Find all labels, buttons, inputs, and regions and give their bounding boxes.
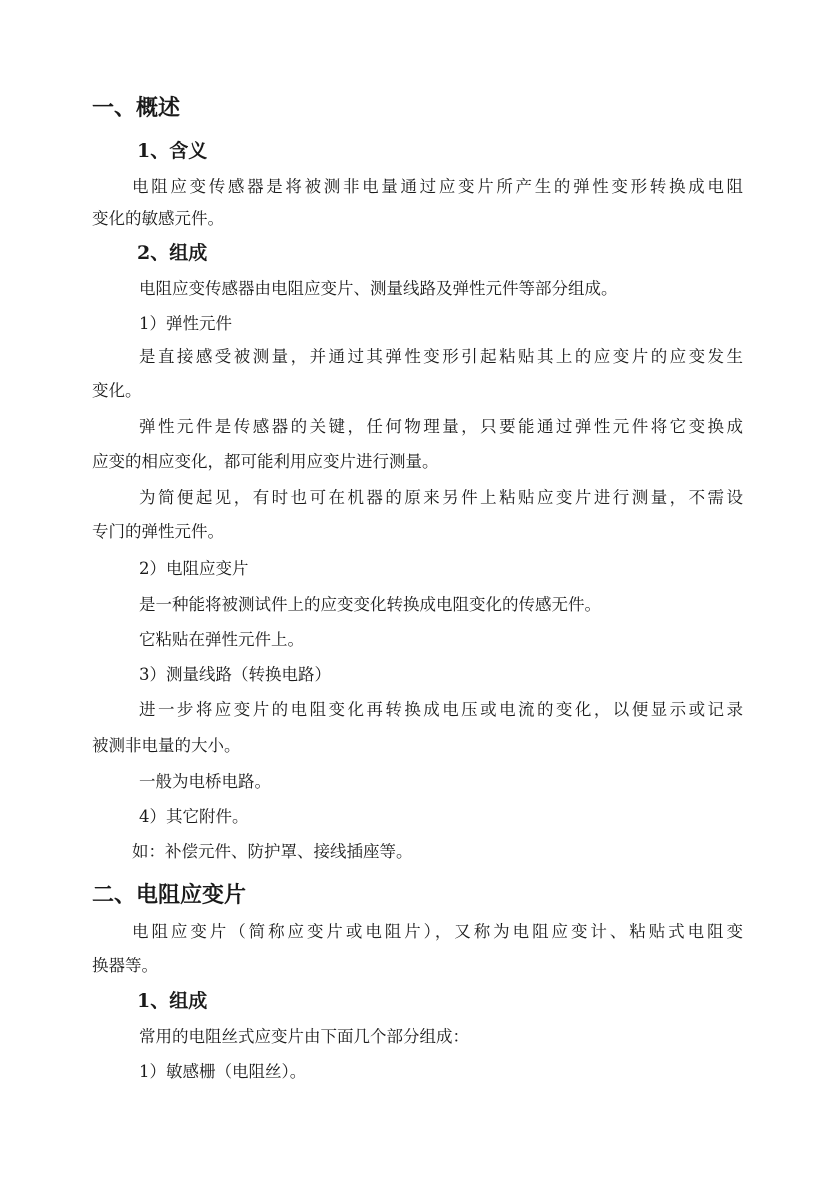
item-label: 2）电阻应变片 xyxy=(139,559,249,578)
subsection-heading: 1、含义 xyxy=(137,140,208,162)
paragraph-line: 常用的电阻丝式应变片由下面几个部分组成： xyxy=(139,1027,469,1046)
section-heading: 一、概述 xyxy=(92,95,181,121)
paragraph-line: 电阻应变传感器由电阻应变片、测量线路及弹性元件等部分组成。 xyxy=(139,279,618,298)
item-label: 1）敏感栅（电阻丝）。 xyxy=(139,1062,307,1081)
paragraph-line: 是直接感受被测量，并通过其弹性变形引起粘贴其上的应变片的应变发生 xyxy=(139,347,743,366)
paragraph-line: 一般为电桥电路。 xyxy=(139,772,271,791)
item-label: 4）其它附件。 xyxy=(139,807,249,826)
paragraph-line: 为简便起见，有时也可在机器的原来另件上粘贴应变片进行测量，不需设 xyxy=(139,488,743,507)
paragraph-line: 是一种能将被测试件上的应变变化转换成电阻变化的传感无件。 xyxy=(139,595,601,614)
paragraph-line: 电阻应变传感器是将被测非电量通过应变片所产生的弹性变形转换成电阻 xyxy=(132,177,743,196)
paragraph-line: 弹性元件是传感器的关键，任何物理量，只要能通过弹性元件将它变换成 xyxy=(139,417,743,436)
paragraph-line: 应变的相应变化，都可能利用应变片进行测量。 xyxy=(92,452,439,471)
paragraph-line: 电阻应变片（简称应变片或电阻片），又称为电阻应变计、粘贴式电阻变 xyxy=(132,922,743,941)
paragraph-line: 专门的弹性元件。 xyxy=(92,522,224,541)
item-label: 1）弹性元件 xyxy=(139,314,232,333)
paragraph-line: 进一步将应变片的电阻变化再转换成电压或电流的变化，以便显示或记录 xyxy=(139,700,743,719)
paragraph-line: 如：补偿元件、防护罩、接线插座等。 xyxy=(132,842,413,861)
paragraph-line: 被测非电量的大小。 xyxy=(92,736,241,755)
paragraph-line: 它粘贴在弹性元件上。 xyxy=(139,630,304,649)
subsection-heading: 2、组成 xyxy=(137,242,208,264)
section-heading: 二、电阻应变片 xyxy=(92,882,247,908)
item-label: 3）测量线路（转换电路） xyxy=(139,665,331,684)
paragraph-line: 变化。 xyxy=(92,381,142,400)
paragraph-line: 变化的敏感元件。 xyxy=(92,209,224,228)
paragraph-line: 换器等。 xyxy=(92,956,158,975)
subsection-heading: 1、组成 xyxy=(137,990,208,1012)
